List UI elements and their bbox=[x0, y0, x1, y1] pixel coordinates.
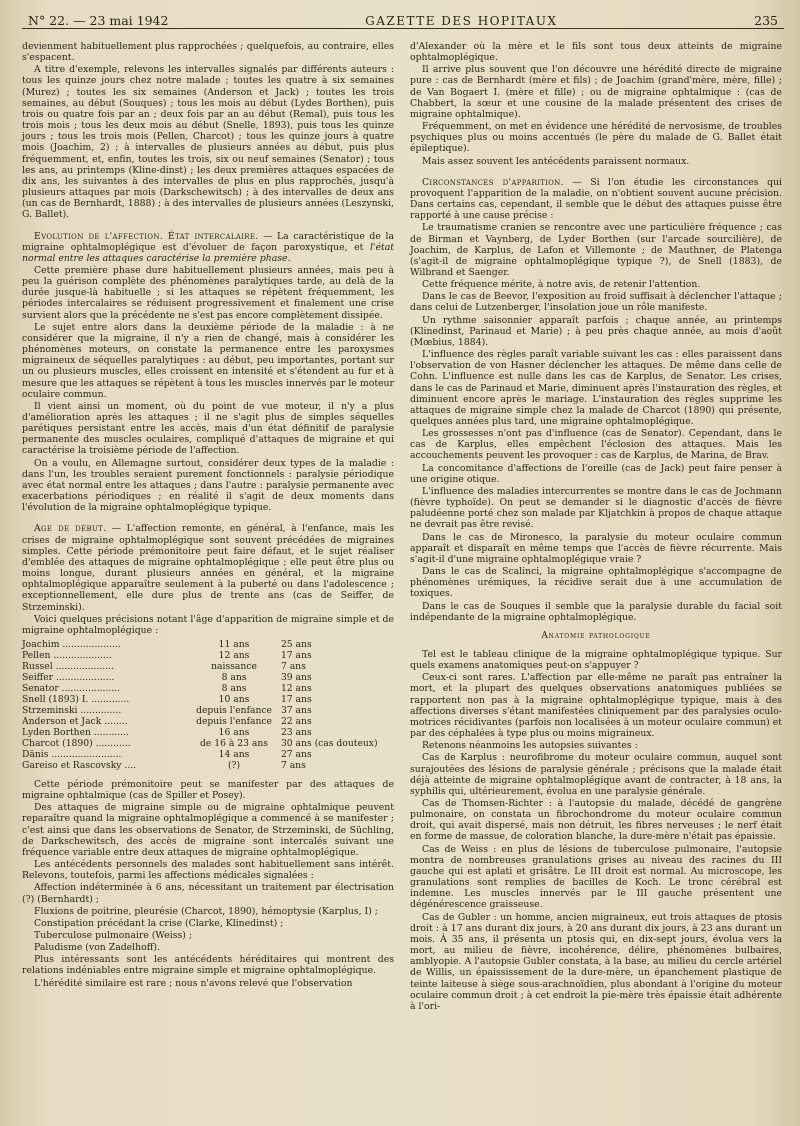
paragraph: Dans le cas de Souques il semble que la paralysie durable du facial soit indépendante de la migraine ophtalmoplégique. bbox=[410, 600, 782, 623]
table-row: Dänis ........................ 14 ans 27 ans bbox=[22, 748, 312, 760]
paragraph: Cas de Gubler : un homme, ancien migraineux, eut trois attaques de ptosis droit : à 17 ans durant dix jours, à 20 ans durant dix jours, à 23 ans durant un mois. À 35 ans, il présenta un ptosis qui, en dix-sept jours, évolua vers la mort, au milieu de fièvre, incohérence, délire, phénomènes bulbaires, amblyopie. A l'autopsie Gubler constata, à la base, au milieu du cercle artériel de Willis, un épaississement de la dure-mère, un épanchement plastique de teinte laiteuse à siège sous-arachnoïdien, plus abondant à l'origine du moteur oculaire commun droit ; à cet endroit la pie-mère très épaissie était adhérente à l'ori- bbox=[410, 911, 782, 1012]
table-row: Gareiso et Rascovsky .... (?) 7 ans bbox=[22, 759, 306, 771]
table-row: Senator .................... 8 ans 12 ans bbox=[22, 682, 312, 694]
table-row: Anderson et Jack ........ depuis l'enfance 22 ans bbox=[22, 715, 312, 727]
paragraph: Des attaques de migraine simple ou de migraine ophtalmique peuvent reparaître quand la migraine ophtalmoplégique a commencé à se manifester ; c'est ainsi que dans les observations de Senator, de Strzeminski, de Süchling, de Darkschewitsch, des accès de migraine sont intercalés suivant une fréquence variable entre deux attaques de migraine ophtalmoplégique. bbox=[22, 802, 394, 858]
paragraph: Ceux-ci sont rares. L'affection par elle-même ne paraît pas entraîner la mort, et la plupart des quelques observations anatomiques publiées se rapportent non pas à la migraine ophtalmoplégique typique, mais à des affections diverses s'étant manifestées cliniquement par des paralysies oculo-motrices récidivantes (parfois non localisées à un moteur oculaire commun) et par des céphalées à type plus ou moins migraineux. bbox=[410, 672, 782, 740]
paragraph: d'Alexander où la mère et le fils sont tous deux atteints de migraine ophtalmoplégique. bbox=[410, 41, 782, 64]
paragraph: Il vient ainsi un moment, où du point de vue moteur, il n'y a plus d'amélioration après les attaques ; il ne s'agit plus de simples séquelles parétiques persistant entre les accès, mais d'un état définitif de paralysie permanente des muscles oculaires, compliqué d'attaques de migraine et qui caractérise la troisième période de l'affection. bbox=[22, 400, 394, 457]
paragraph: Cas de Weiss : en plus de lésions de tuberculose pulmonaire, l'autopsie montra de nombreuses granulations grises au niveau des racines du III gauche qui est aplati et grisâtre. Le III droit est normal. Au microscope, les granulations sont remplies de bacilles de Koch. Le tronc cérébral est indemne. Les muscles innervés par le III gauche présentent une dégénérescence graisseuse. bbox=[410, 843, 782, 911]
table-row: Seiffer .................... 8 ans 39 ans bbox=[22, 671, 312, 683]
paragraph: Cas de Thomsen-Richter : à l'autopsie du malade, décédé de gangrène pulmonaire, on constata un fibrochondrome du moteur oculaire commun droit, qui avait dispersé, mais non détruit, les fibres nerveuses ; le nerf était en forme de massue, de coloration blanche, la dure-mère n'était pas épaissie. bbox=[410, 798, 782, 843]
list-item: Tuberculose pulmonaire (Weiss) ; bbox=[34, 930, 192, 941]
paragraph: Fréquemment, on met en évidence une hérédité de nervosisme, de troubles psychiques plus ou moins accentués (le père du malade de G. Ballet était épileptique). bbox=[410, 121, 782, 155]
section-heading: Circonstances d'apparition. bbox=[422, 176, 564, 188]
paragraph: Il arrive plus souvent que l'on découvre une hérédité directe de migraine pure : cas de Bernhardt (mère et fils) ; de Joachim (grand'mère, mère, fille) ; de Van Bogaert I. (mère et fille) ; ou de migraine ophtalmique : (cas de Chabbert, la sœur et une cousine de la malade présentent des crises de migraine ophtalmique). bbox=[410, 64, 782, 120]
list-item: Fluxions de poitrine, pleurésie (Charcot, 1890), hémoptysie (Karplus, I) ; bbox=[34, 905, 378, 917]
list-item: Affection indéterminée à 6 ans, nécessitant un traitement par électrisation (?) (Bernhardt) ; bbox=[22, 882, 394, 905]
section-age: Age de début. — L'affection remonte, en général, à l'enfance, mais les crises de migraine ophtalmoplégique sont souvent précédées de migraines simples. Cette période prémonitoire peut faire défaut, et le sujet réaliser d'emblée des attaques de migraine ophtalmoplégique ; elle peut être plus ou moins longue, durant plusieurs années en général, et la migraine ophtalmoplégique apparaître seulement à la puberté ou dans l'adolescence ; exceptionnellement, elle dure plus de trente ans (cas de Seiffer, de Strzeminski). bbox=[22, 523, 394, 613]
section-circumstances: Circonstances d'apparition. — Si l'on étudie les circonstances qui provoquent l'apparition de la maladie, on n'obtient souvent aucune précision. Dans certains cas, cependant, il semble que le début des attaques puisse être rapporté à une cause précise : bbox=[410, 176, 782, 222]
list-item: Paludisme (von Zadelhoff). bbox=[34, 942, 160, 954]
paragraph: Cette période prémonitoire peut se manifester par des attaques de migraine ophtalmique (cas de Spiller et Posey). bbox=[22, 778, 394, 802]
section-evolution: Evolution de l'affection. État intercalaire. — La caractéristique de la migraine ophtalmoplégique est d'évoluer de façon paroxystique, et l'état normal entre les attaques caractérise la première phase. bbox=[22, 230, 394, 264]
table-row: Strzeminski .............. depuis l'enfance 37 ans bbox=[22, 704, 312, 716]
paragraph: Mais assez souvent les antécédents paraissent normaux. bbox=[422, 155, 690, 167]
left-column bbox=[22, 41, 394, 1013]
issue-date: N° 22. — 23 mai 1942 bbox=[28, 13, 169, 28]
paragraph: Dans le cas de Beevor, l'exposition au froid suffisait à déclencher l'attaque ; dans celui de Lutzenberger, l'insolation joue un rôle manifeste. bbox=[410, 291, 782, 314]
table-row: Lyden Borthen ............ 16 ans 23 ans bbox=[22, 726, 312, 738]
section-heading: Age de début. bbox=[34, 523, 107, 535]
paragraph: Cette fréquence mérite, à notre avis, de retenir l'attention. bbox=[422, 279, 701, 291]
paragraph: Les antécédents personnels des malades sont habituellement sans intérêt. Relevons, toutefois, parmi les affections médicales signalées : bbox=[22, 859, 394, 882]
table-row: Pellen .................... 12 ans 17 ans bbox=[22, 649, 312, 661]
table-row: Snell (1893) I. ............. 10 ans 17 ans bbox=[22, 693, 312, 705]
paragraph: Les grossesses n'ont pas d'influence (cas de Senator). Cependant, dans le cas de Karplus, elles empêchent l'éclosion des attaques. Mais les accouchements peuvent les provoquer : cas de Karplus, de Marina, de Brav. bbox=[410, 428, 782, 462]
paragraph: devienment habituellement plus rapprochées ; quelquefois, au contraire, elles s'espacent. bbox=[22, 41, 394, 64]
journal-title: GAZETTE DES HOPITAUX bbox=[365, 14, 558, 28]
paragraph: Dans le cas de Mironesco, la paralysie du moteur oculaire commun apparaît et disparaît en même temps que l'accès de fièvre récurrente. Mais s'agit-il d'une migraine ophtalmoplégique vraie ? bbox=[410, 531, 782, 565]
paragraph: Tel est le tableau clinique de la migraine ophtalmoplégique typique. Sur quels examens anatomiques peut-on s'appuyer ? bbox=[410, 648, 782, 672]
table-row: Joachim .................... 11 ans 25 ans bbox=[22, 638, 312, 650]
paragraph: Le traumatisme cranien se rencontre avec une particulière fréquence ; cas de Birman et Vaynberg, de Lyder Borthen (sur l'arcade sourcilière), de Joachim, de Karplus, de Lafon et Villemonte ; de Mauthner, de Platenga (s'agit-il de migraine ophtalmoplégique typique ?), de Snell (1883), de Wilbrand et Saenger. bbox=[410, 222, 782, 278]
paragraph: Un rythme saisonnier apparaît parfois ; chaque année, au printemps (Klinedinst, Parinaud et Marie) ; à peu près chaque année, au mois d'août (Mœbius, 1884). bbox=[410, 314, 782, 348]
paragraph: La concomitance d'affections de l'oreille (cas de Jack) peut faire penser à une origine otique. bbox=[410, 462, 782, 485]
list-item: Constipation précédant la crise (Clarke, Klinedinst) ; bbox=[34, 917, 284, 929]
right-column bbox=[410, 41, 782, 1013]
paragraph: Cette première phase dure habituellement plusieurs années, mais peu à peu la guérison complète des phénomènes paralytiques tarde, au delà de la durée jusque-là habituelle ; si les attaques se répètent fréquemment, les périodes intercalaires se réduisent progressivement et finalement une crise survient alors que la précédente ne s'est pas encore complètement dissipée. bbox=[22, 264, 394, 321]
paragraph: Retenons néanmoins les autopsies suivantes : bbox=[422, 740, 638, 752]
section-heading-anatomy: Anatomie pathologique bbox=[541, 630, 651, 641]
paragraph: Cas de Karplus : neurofibrome du moteur oculaire commun, auquel sont surajoutées des lésions de paralysie générale ; précisons que la malade était déjà atteinte de migraine ophtalmoplégique avant de contracter, à 18 ans, la syphilis qui, ultérieurement, évolua en une paralysie générale. bbox=[410, 752, 782, 797]
paragraph: L'hérédité similaire est rare ; nous n'avons relevé que l'observation bbox=[34, 977, 353, 989]
paragraph: Plus intéressants sont les antécédents héréditaires qui montrent des relations indéniables entre migraine simple et migraine ophtalmoplégique. bbox=[22, 954, 394, 977]
section-heading: Evolution de l'affection. État intercalaire. bbox=[34, 230, 259, 242]
paragraph: Voici quelques précisions notant l'âge d'apparition de migraine simple et de migraine ophtalmoplégique : bbox=[22, 613, 394, 636]
page-number: 235 bbox=[754, 13, 778, 28]
paragraph: L'influence des maladies intercurrentes se montre dans le cas de Jochmann (fièvre typhoïde). On peut se demander si le diagnostic d'accès de fièvre paludéenne porté chez son malade par Kljatchkin à propos de chaque attaque ne devrait pas être revisé. bbox=[410, 485, 782, 531]
page-header bbox=[22, 10, 784, 29]
table-row: Charcot (1890) ............ de 16 à 23 ans 30 ans (cas douteux) bbox=[22, 737, 378, 749]
paragraph: A titre d'exemple, relevons les intervalles signalés par différents auteurs : tous les quinze jours chez notre malade ; toutes les quatre à six semaines (Murez) ; toutes les six semaines (Anderson et Jack) ; toutes les trois semaines, au début (Souques) ; tous les mois au début (Lydes Borthen), puis trois ou quatre fois par an ; deux fois par an au début (Remal), puis tous les trois mois ; tous les deux mois au début (Snelle, 1893), puis tous les quinze jours ; tous les trois mois (Pellen, Charcot) ; tous les quinze jours à quatre mois (Joachim, 2) ; à intervalles de plusieurs années au début, puis plus fréquemment, et, enfin, toutes les trois, six ou neuf semaines (Senator) ; tous les ans, au printemps (Kline-dinst) ; les deux premières attaques espacées de dix ans, les suivantes à des intervalles de plus en plus rapprochés, jusqu'à plusieurs attaques par mois (Darkschewitsch) ; à des intervalles de deux ans (un cas de Bernhardt, 1888) ; à des intervalles de plusieurs années (Leszynski, G. Ballet). bbox=[22, 64, 394, 221]
paragraph: L'influence des règles paraît variable suivant les cas : elles paraissent dans l'observation de von Hasner déclencher les attaques. De même dans celle de Cohn. L'influence est nulle dans les cas de Karplus, de Senator. Les crises, dans le cas de Parinaud et Marie, diminuent après l'instauration des règles, et diminuent encore après le mariage. L'instauration des règles supprime les attaques de migraine simple chez la malade de Charcot (1890) qui présente, quelques années plus tard, une migraine ophtalmoplégique. bbox=[410, 349, 782, 427]
paragraph: Dans le cas de Scalinci, la migraine ophtalmoplégique s'accompagne de phénomènes urémiques, la récidive serait due à une accumulation de toxiques. bbox=[410, 566, 782, 600]
paragraph: Le sujet entre alors dans la deuxième période de la maladie : à ne considérer que la migraine, il n'y a rien de changé, mais à considérer les phénomènes moteurs, on constate la permanence entre les paroxysmes migraineux de séquelles paralytiques : au début, peu importantes, portant sur un ou plusieurs muscles, elles croissent en intensité et s'étendent au fur et à mesure que les attaques se répètent à tous les muscles innervés par le moteur oculaire commun. bbox=[22, 321, 394, 400]
age-table bbox=[22, 639, 394, 771]
table-row: Russel .................... naissance 7 ans bbox=[22, 660, 306, 672]
paragraph: On a voulu, en Allemagne surtout, considérer deux types de la maladie : dans l'un, les troubles seraient purement fonctionnels : paralysie périodique avec état normal entre les attaques ; dans l'autre : paralysie permanente avec exacerbations périodiques ; en réalité il s'agit de deux moments dans l'évolution de la migraine ophtalmoplégique typique. bbox=[22, 457, 394, 514]
